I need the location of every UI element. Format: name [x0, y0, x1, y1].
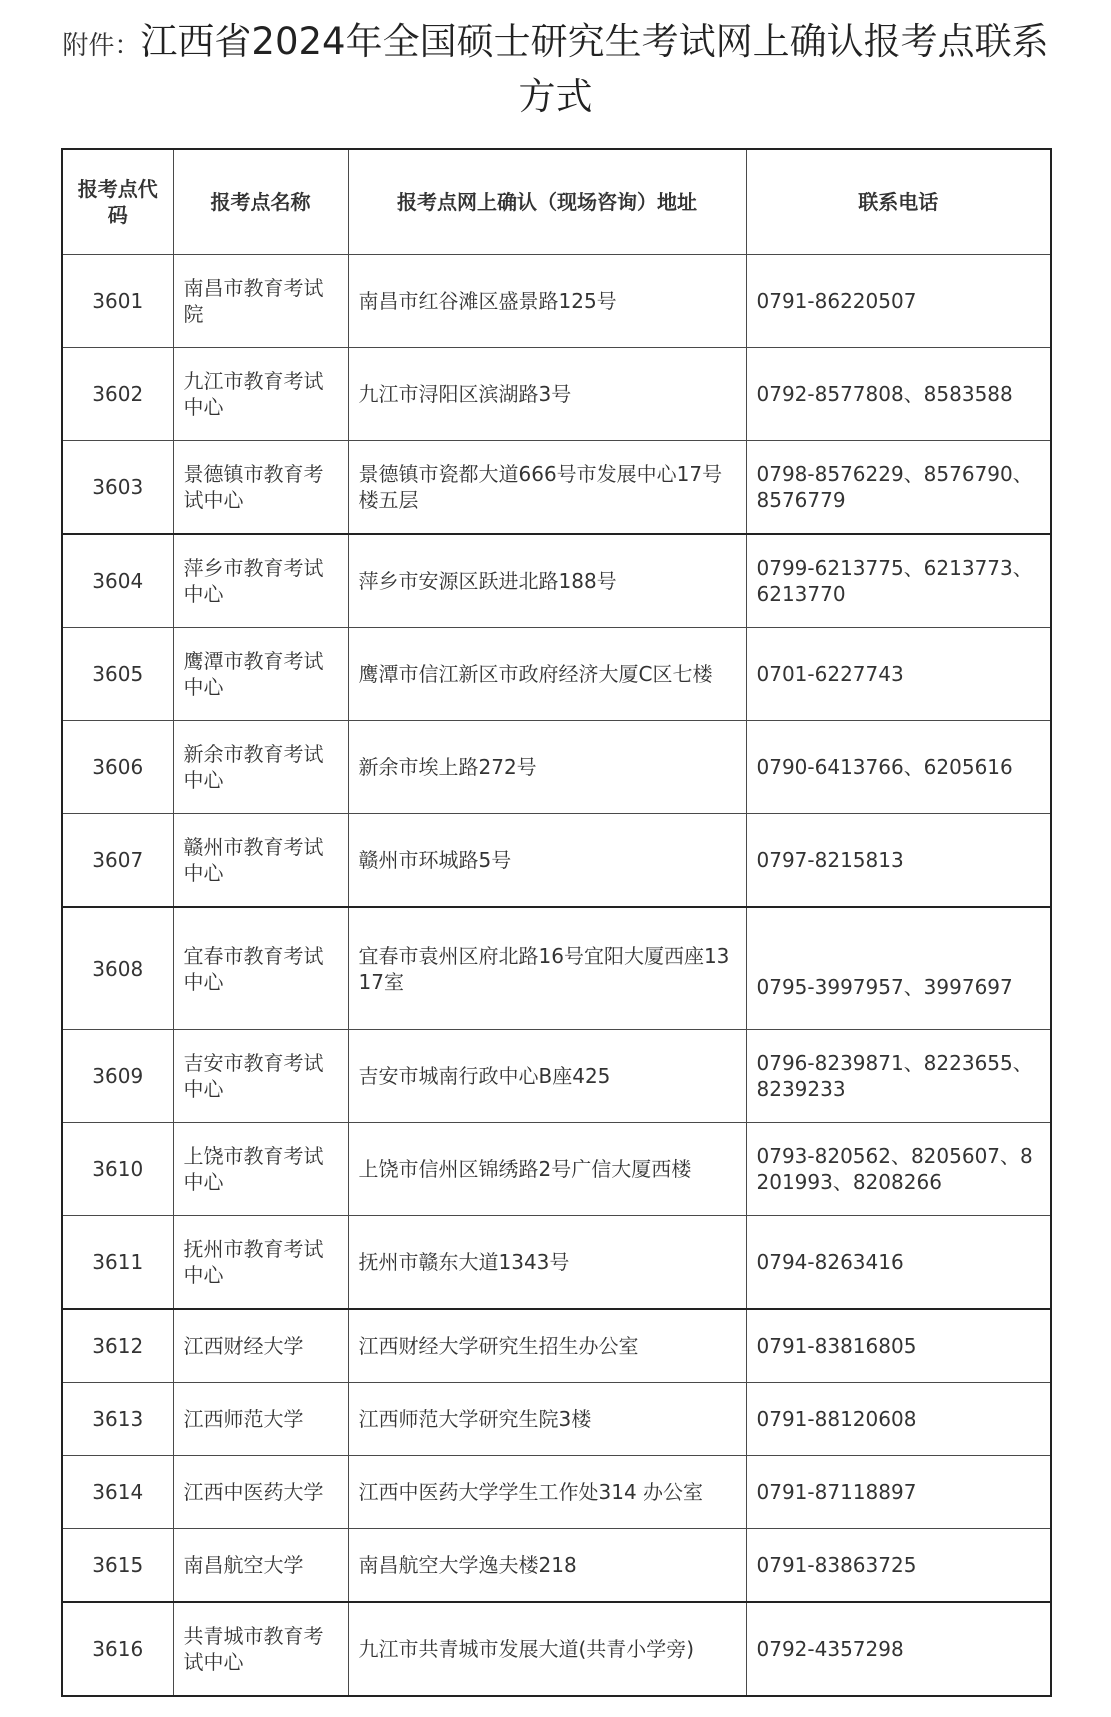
header-phone: 联系电话 [746, 149, 1051, 255]
cell-code: 3610 [62, 1123, 173, 1216]
table-row [62, 348, 1051, 441]
cell-phone: 0792-8577808、8583588 [746, 348, 1051, 441]
table-row [62, 1602, 1051, 1696]
cell-phone: 0790-6413766、6205616 [746, 721, 1051, 814]
cell-code: 3603 [62, 441, 173, 535]
cell-name: 江西财经大学 [173, 1309, 348, 1383]
cell-address: 萍乡市安源区跃进北路188号 [348, 534, 746, 628]
cell-name: 江西师范大学 [173, 1383, 348, 1456]
cell-address: 宜春市袁州区府北路16号宜阳大厦西座1317室 [348, 907, 746, 1030]
cell-address: 江西财经大学研究生招生办公室 [348, 1309, 746, 1383]
table-row [62, 1216, 1051, 1310]
cell-name: 新余市教育考试中心 [173, 721, 348, 814]
cell-address: 九江市浔阳区滨湖路3号 [348, 348, 746, 441]
cell-code: 3609 [62, 1030, 173, 1123]
cell-address: 南昌市红谷滩区盛景路125号 [348, 255, 746, 348]
cell-code: 3611 [62, 1216, 173, 1310]
title-prefix: 附件： [62, 31, 141, 61]
cell-code: 3605 [62, 628, 173, 721]
cell-address: 景德镇市瓷都大道666号市发展中心17号楼五层 [348, 441, 746, 535]
cell-code: 3604 [62, 534, 173, 628]
table-row [62, 1529, 1051, 1603]
table-row [62, 1123, 1051, 1216]
table-row [62, 721, 1051, 814]
cell-phone: 0791-87118897 [746, 1456, 1051, 1529]
table-row [62, 1030, 1051, 1123]
table-row [62, 255, 1051, 348]
cell-name: 鹰潭市教育考试中心 [173, 628, 348, 721]
cell-phone: 0791-86220507 [746, 255, 1051, 348]
cell-code: 3607 [62, 814, 173, 908]
cell-phone: 0793-820562、8205607、8201993、8208266 [746, 1123, 1051, 1216]
table-row [62, 1383, 1051, 1456]
cell-phone: 0791-83816805 [746, 1309, 1051, 1383]
cell-address: 上饶市信州区锦绣路2号广信大厦西楼 [348, 1123, 746, 1216]
table-row [62, 1456, 1051, 1529]
header-name: 报考点名称 [173, 149, 348, 255]
cell-phone: 0794-8263416 [746, 1216, 1051, 1310]
cell-name: 南昌航空大学 [173, 1529, 348, 1603]
cell-code: 3615 [62, 1529, 173, 1603]
cell-name: 宜春市教育考试中心 [173, 907, 348, 1030]
table-row [62, 814, 1051, 908]
cell-phone [746, 907, 1051, 1030]
header-code: 报考点代码 [62, 149, 173, 255]
cell-name: 吉安市教育考试中心 [173, 1030, 348, 1123]
cell-address: 九江市共青城市发展大道(共青小学旁) [348, 1602, 746, 1696]
cell-phone: 0791-83863725 [746, 1529, 1051, 1603]
cell-address: 江西师范大学研究生院3楼 [348, 1383, 746, 1456]
cell-phone: 0796-8239871、8223655、8239233 [746, 1030, 1051, 1123]
cell-name: 江西中医药大学 [173, 1456, 348, 1529]
cell-phone-text: 0795-3997957、3997697 [756, 974, 1013, 999]
table-row [62, 907, 1051, 1030]
cell-code: 3612 [62, 1309, 173, 1383]
cell-phone: 0798-8576229、8576790、8576779 [746, 441, 1051, 535]
cell-phone: 0792-4357298 [746, 1602, 1051, 1696]
cell-phone: 0791-88120608 [746, 1383, 1051, 1456]
cell-address: 南昌航空大学逸夫楼218 [348, 1529, 746, 1603]
cell-code: 3608 [62, 907, 173, 1030]
cell-code: 3601 [62, 255, 173, 348]
page-title [0, 18, 1111, 121]
cell-name: 赣州市教育考试中心 [173, 814, 348, 908]
cell-phone: 0799-6213775、6213773、6213770 [746, 534, 1051, 628]
cell-code: 3602 [62, 348, 173, 441]
table-header-row [62, 149, 1051, 255]
cell-address: 江西中医药大学学生工作处314 办公室 [348, 1456, 746, 1529]
cell-name: 萍乡市教育考试中心 [173, 534, 348, 628]
cell-address: 抚州市赣东大道1343号 [348, 1216, 746, 1310]
cell-name: 抚州市教育考试中心 [173, 1216, 348, 1310]
cell-phone: 0701-6227743 [746, 628, 1051, 721]
cell-name: 共青城市教育考试中心 [173, 1602, 348, 1696]
table-row [62, 1309, 1051, 1383]
header-address: 报考点网上确认（现场咨询）地址 [348, 149, 746, 255]
title-main-line1: 江西省2024年全国硕士研究生考试网上确认报考点联系 [140, 20, 1049, 63]
table-row [62, 441, 1051, 535]
cell-code: 3613 [62, 1383, 173, 1456]
cell-address: 新余市埃上路272号 [348, 721, 746, 814]
cell-address: 吉安市城南行政中心B座425 [348, 1030, 746, 1123]
table-row [62, 534, 1051, 628]
cell-code: 3616 [62, 1602, 173, 1696]
cell-phone: 0797-8215813 [746, 814, 1051, 908]
cell-code: 3614 [62, 1456, 173, 1529]
title-main-line2: 方式 [518, 75, 593, 118]
cell-code: 3606 [62, 721, 173, 814]
cell-name: 南昌市教育考试院 [173, 255, 348, 348]
cell-address: 鹰潭市信江新区市政府经济大厦C区七楼 [348, 628, 746, 721]
cell-address: 赣州市环城路5号 [348, 814, 746, 908]
contact-table [61, 148, 1052, 1697]
cell-name: 上饶市教育考试中心 [173, 1123, 348, 1216]
cell-name: 景德镇市教育考试中心 [173, 441, 348, 535]
table-row [62, 628, 1051, 721]
cell-name: 九江市教育考试中心 [173, 348, 348, 441]
